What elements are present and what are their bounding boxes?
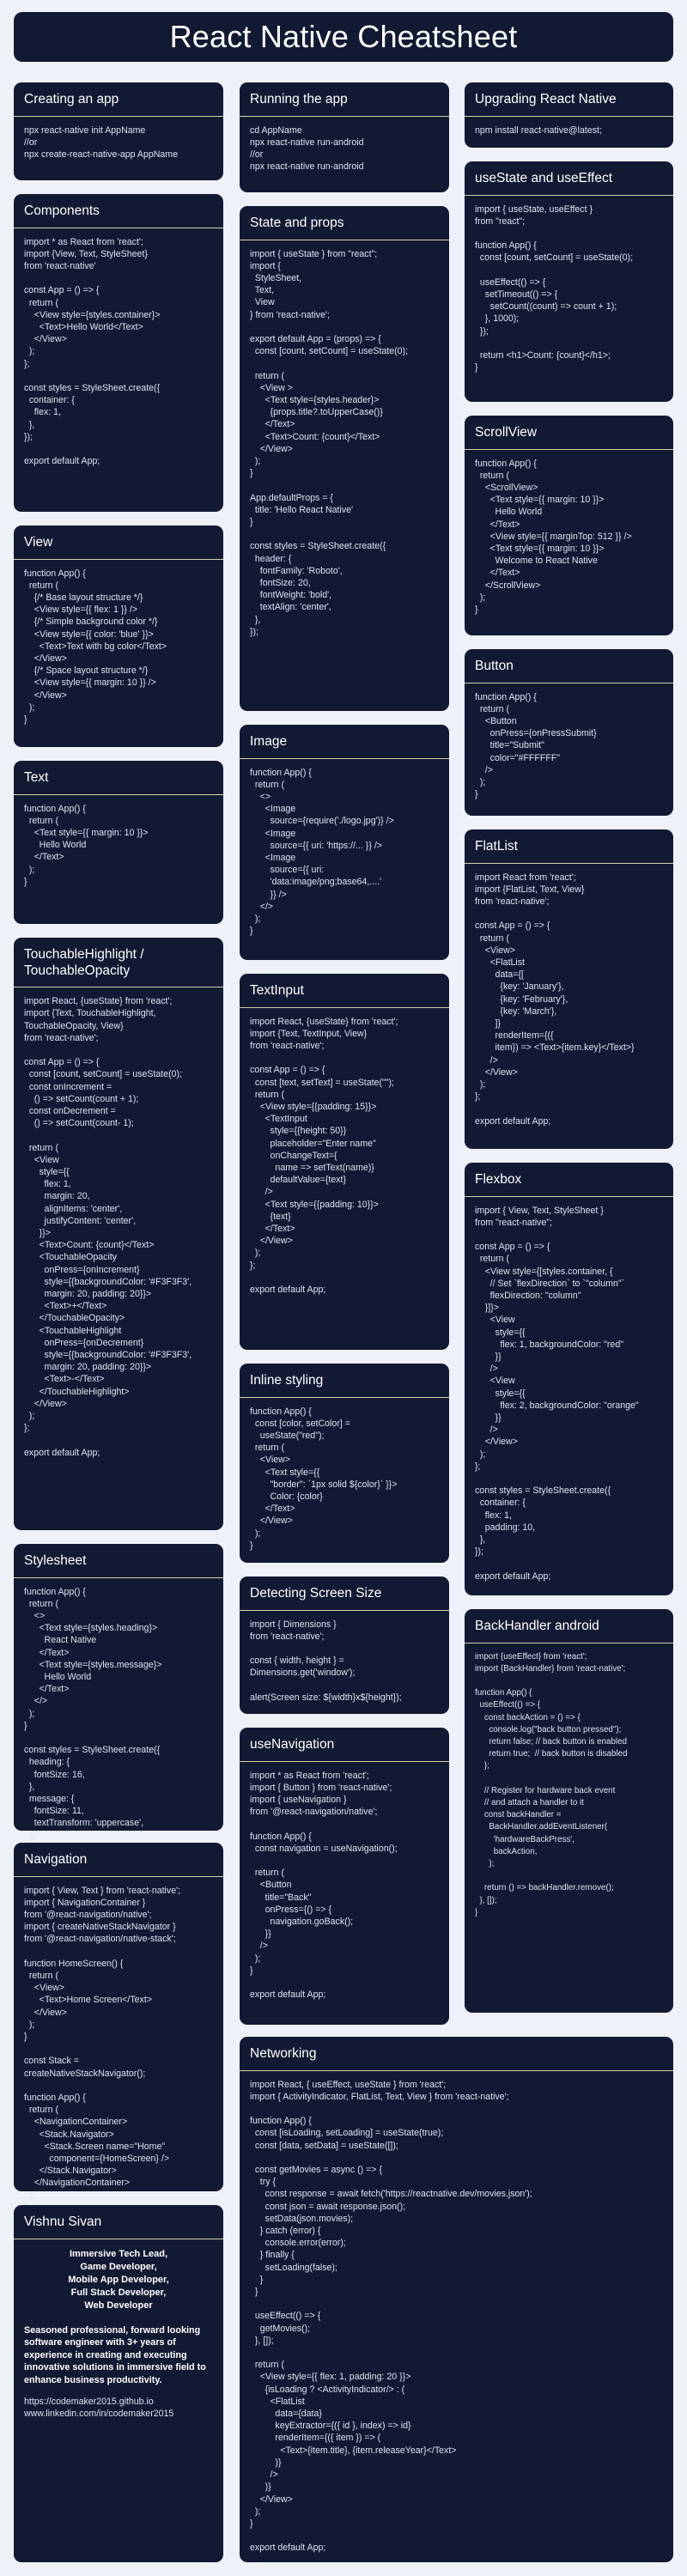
author-role: Game Developer, (80, 2261, 157, 2272)
card-title: Creating an app (14, 82, 223, 117)
code-block: import React, {useState} from 'react'; import {Text, TextInput, View} from 'react-native'; const App = () => { const [text, setText] = useState(""); return ( <View style={{padding: 15}}> <TextInput style={{height: 50}} placeholder="Enter name" onChangeText={ name => setText(name)} defaultValue={text} /> <Text style={{padding: 10}}> {text} </Text> </View> ); }; export default App; (250, 1016, 398, 1296)
card-title: View (14, 526, 223, 560)
code-block: import { Dimensions } from 'react-native'; const { width, height } = Dimensions.get('window'); alert(Screen size: ${width}x${height}); (250, 1619, 402, 1703)
card-backhandler (465, 1609, 673, 2013)
code-block: cd AppName npx react-native run-android //or npx react-native run-android (250, 125, 364, 173)
code-block: import React, {useState} from 'react'; import {Text, TouchableHighlight, TouchableOpacity, View} from 'react-native'; const App = () => { const [count, setCount] = useState(0); const onIncrement = () => setCount(count + 1); const onDecrement = () => setCount(count- 1); return ( <View style={{ flex: 1, margin: 20, alignItems: 'center', justifyContent: 'center', }}> <Text>Count: {count}</Text> <TouchableOpacity onPress={onIncrement} style={{backgroundColor: '#F3F3F3', margin: 20, padding: 20}}> <Text>+</Text> </TouchableOpacity> <TouchableHighlight onPress={onDecrement} style={{backgroundColor: '#F3F3F3', margin: 20, padding: 20}}> <Text>-</Text> </TouchableHighlight> </View> ); }; export default App; (24, 996, 192, 1458)
card-upgrading (465, 82, 673, 148)
code-block: npm install react-native@latest; (475, 125, 602, 136)
code-block: function App() { return ( <ScrollView> <Text style={{ margin: 10 }}> Hello World </Text> <View style={{ marginTop: 512 }} /> <Text style={{ margin: 10 }}> Welcome to React Native </Text> </ScrollView> ); } (475, 458, 632, 616)
card-inline-styling (240, 1364, 449, 1563)
code-block: import React from 'react'; import {FlatList, Text, View} from 'react-native'; const App = () => { return ( <View> <FlatList data={[ {key: 'January'}, {key: 'February'}, {key: 'March'}, ]} renderItem={({ item}) => <Text>{item.key}</Text>} /> </View> ); }; export default App; (475, 872, 635, 1127)
card-flatlist (465, 829, 673, 1149)
code-block: function App() { const [color, setColor] = useState("red"); return ( <View> <Text style={{ "border": `1px solid ${color}` }}> Color: {color} </Text> </View> ); } (250, 1406, 398, 1551)
card-scrollview (465, 416, 673, 635)
card-button (465, 649, 673, 816)
card-title: Image (240, 725, 449, 759)
card-title: Navigation (14, 1843, 223, 1877)
author-role: Web Developer (84, 2300, 153, 2311)
card-title: Inline styling (240, 1364, 449, 1398)
code-block: import { View, Text } from 'react-native'; import { NavigationContainer } from '@react-navigation/native'; import { createNativeStackNavigator } from '@react-navigation/native-stack'; function HomeScreen() { return ( <View> <Text>Home Screen</Text> </View> ); } const Stack = createNativeStackNavigator(); function App() { return ( <NavigationContainer> <Stack.Navigator> <Stack.Screen name="Home" component={HomeScreen} /> </Stack.Navigator> </NavigationContainer> ); (24, 1885, 181, 2201)
card-title: Detecting Screen Size (240, 1577, 449, 1611)
code-block: function App() { return ( <> <Text style={styles.heading}> React Native </Text> <Text style={styles.message}> Hello World </Text> </> ); } const styles = StyleSheet.create({ heading: { fontSize: 16, }, message: { fontSize: 11, textTransform: 'uppercase', }, (24, 1586, 162, 1841)
page-header (14, 12, 673, 62)
card-title: FlatList (465, 829, 673, 864)
card-screen-size (240, 1577, 449, 1714)
author-role: Mobile App Developer, (68, 2274, 169, 2285)
card-title: Flexbox (465, 1163, 673, 1197)
card-state-props (240, 206, 449, 711)
card-title: BackHandler android (465, 1609, 673, 1643)
card-touchable (14, 938, 223, 1530)
card-title: TouchableHighlight / TouchableOpacity (14, 938, 223, 987)
page-title: React Native Cheatsheet (169, 19, 518, 54)
code-block: import React, { useEffect, useState } from 'react'; import { ActivityIndicator, FlatList, Text, View } from 'react-native'; function App() { const [isLoading, setLoading] = useState(true); const [data, setData] = useState([]); const getMovies = async () => { try { const response = await fetch('https://reactnative.dev/movies.json'); const json = await response.json(); setData(json.movies); } catch (error) { console.error(error); } finally { setLoading(false); } } useEffect(() => { getMovies(); }, []); return ( <View style={{ flex: 1, padding: 20 }}> {isLoading ? <ActivityIndicator/> : ( <FlatList data={data} keyExtractor={({ id }, index) => id} renderItem={({ item }) => ( <Text>{item.title}, {item.releaseYear}</Text> )} /> )} </View> ); } export default App; (250, 2079, 532, 2554)
card-title: useState and useEffect (465, 161, 673, 196)
card-networking (240, 2037, 673, 2562)
card-author (14, 2205, 223, 2562)
card-title: Text (14, 761, 223, 795)
code-block: function App() { return ( <> <Image source={require('./logo.jpg')} /> <Image source={{ uri: 'https://... }} /> <Image source={{ uri: 'data:image/png;base64,....' }} /> </> ); } (250, 767, 394, 937)
card-title: TextInput (240, 974, 449, 1008)
author-role: Full Stack Developer, (70, 2287, 167, 2298)
card-use-navigation (240, 1728, 449, 2025)
author-name: Vishnu Sivan (14, 2205, 223, 2239)
code-block: function App() { return ( <Text style={{ margin: 10 }}> Hello World </Text> ); } (24, 803, 149, 887)
author-linkedin-link[interactable]: www.linkedin.com/in/codemaker2015 (24, 2408, 174, 2419)
card-image (240, 725, 449, 960)
card-creating-app (14, 82, 223, 180)
card-title: Networking (240, 2037, 673, 2071)
card-navigation (14, 1843, 223, 2201)
author-description: Seasoned professional, forward looking software engineer with 3+ years of experience in creating and executing innovative solutions in immersive field to enhance business productivity. (24, 2324, 206, 2385)
card-title: Stylesheet (14, 1544, 223, 1578)
author-website-link[interactable]: https://codemaker2015.github.io (24, 2396, 154, 2407)
code-block: function App() { return ( {/* Base layout structure */} <View style={{ flex: 1 }} /> {/* Simple background color */} <View style={{ color: 'blue' }}> <Text>Text with bg color</Text> </View> {/* Space layout structure */} <View style={{ margin: 10 }} /> </View> ); } (24, 568, 167, 726)
card-title: State and props (240, 206, 449, 240)
card-title: Running the app (240, 82, 449, 117)
card-running-app (240, 82, 449, 192)
code-block: import * as React from 'react'; import {View, Text, StyleSheet} from 'react-native' const App = () => { return ( <View style={styles.container}> <Text>Hello World</Text> </View> ); }; const styles = StyleSheet.create({ container: { flex: 1, }, }); export default App; (24, 236, 161, 467)
card-title: useNavigation (240, 1728, 449, 1762)
card-use-state-effect (465, 161, 673, 402)
code-block: function App() { return ( <Button onPress={onPressSubmit} title="Submit" color="#FFFFFF" /> ); } (475, 691, 597, 800)
author-role: Immersive Tech Lead, (69, 2248, 168, 2259)
code-block: npx react-native init AppName //or npx create-react-native-app AppName (24, 125, 179, 160)
card-components (14, 194, 223, 512)
card-stylesheet (14, 1544, 223, 1841)
card-title: Button (465, 649, 673, 683)
code-block: import { useState } from "react"; import { StyleSheet, Text, View } from 'react-native'; export default App = (props) => { const [count, setCount] = useState(0); return ( <View > <Text style={styles.header}> {props.title?.toUpperCase()} </Text> <Text>Count: {count}</Text> </View> ); } App.defaultProps = { title: 'Hello React Native' } const styles = StyleSheet.create({ header: { fontFamily: 'Roboto', fontSize: 20, fontWeight: 'bold', textAlign: 'center', }, }); (250, 248, 409, 637)
card-view (14, 526, 223, 747)
card-title: ScrollView (465, 416, 673, 450)
code-block: import { useState, useEffect } from "react"; function App() { const [count, setCount] = useState(0); useEffect(() => { setTimeout(() => { setCount((count) => count + 1); }, 1000); }); return <h1>Count: {count}</h1>; } (475, 204, 634, 374)
card-title: Components (14, 194, 223, 228)
code-block: import { View, Text, StyleSheet } from "react-native"; const App = () => { return ( <View style={[styles.container, { // Set `flexDirection` to `"column"` flexDirection: "column" }]}> <View style={{ flex: 1, backgroundColor: "red" }} /> <View style={{ flex: 2, backgroundColor: "orange" }} /> </View> ); }; const styles = StyleSheet.create({ container: { flex: 1, padding: 10, }, }); export default App; (475, 1205, 639, 1582)
card-text (14, 761, 223, 924)
code-block: import * as React from 'react'; import { Button } from 'react-native'; import { useNavigation } from '@react-navigation/native'; function App() { const navigation = useNavigation(); return ( <Button title="Back" onPress={() => { navigation.goBack(); }} /> ); } export default App; (250, 1770, 398, 2001)
code-block: import {useEffect} from 'react'; import {BackHandler} from 'react-native'; function App() { useEffect(() => { const backAction = () => { console.log("back button pressed"); return false; // back button is enabled return true; // back button is disabled }; // Register for hardware back event // and attach a handler to it const backHandler = BackHandler.addEventListener( 'hardwareBackPress', backAction, ); return () => backHandler.remove(); }, []); } (475, 1651, 628, 1917)
card-textinput (240, 974, 449, 1350)
card-flexbox (465, 1163, 673, 1595)
card-title: Upgrading React Native (465, 82, 673, 117)
